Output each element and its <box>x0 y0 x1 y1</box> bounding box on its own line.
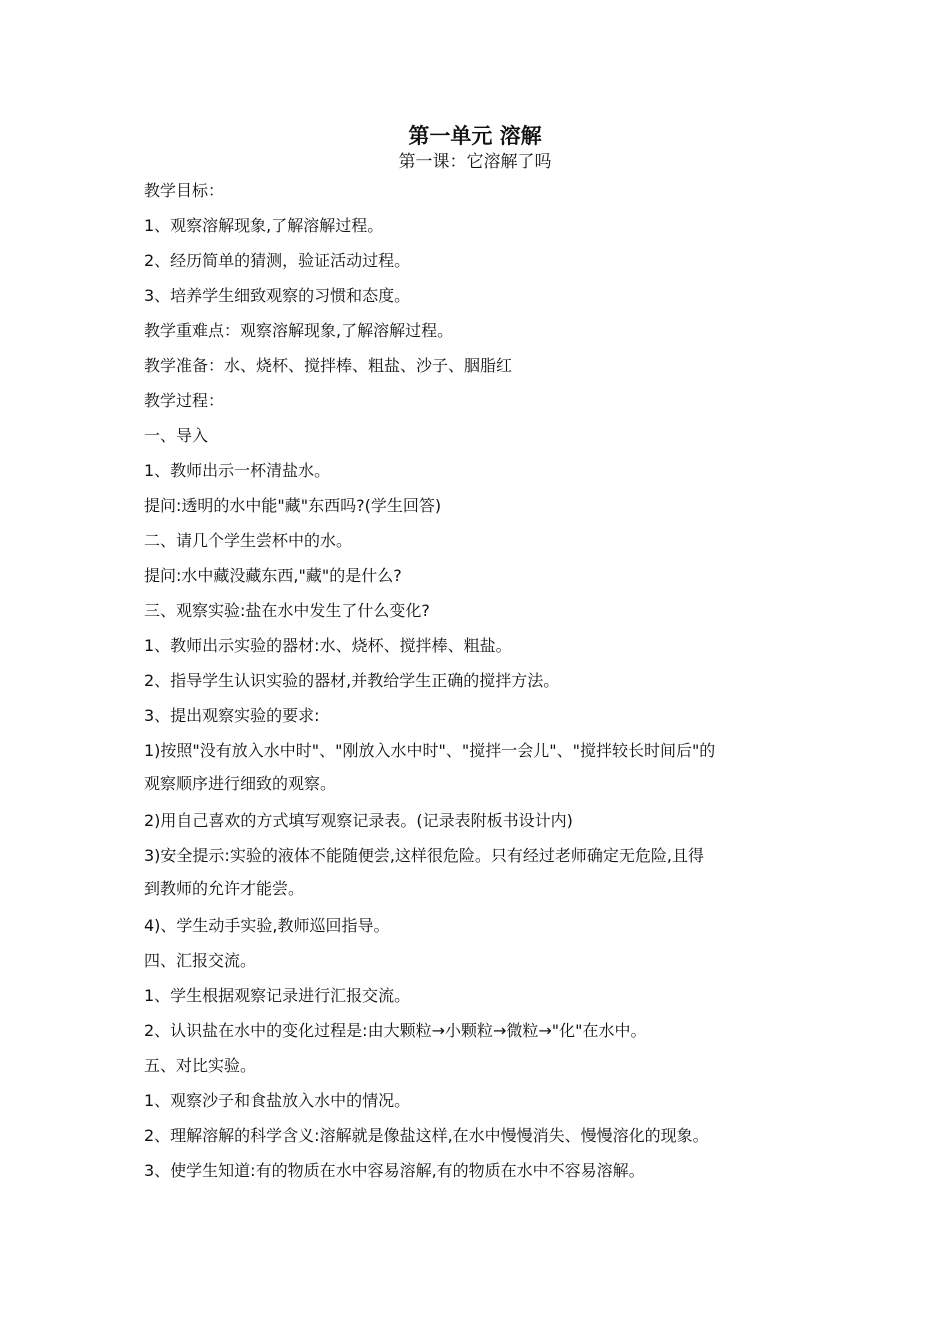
text-line: 2、指导学生认识实验的器材,并教给学生正确的搅拌方法。 <box>144 671 560 690</box>
text-line: 1、学生根据观察记录进行汇报交流。 <box>144 986 411 1005</box>
text-line: 教学重难点：观察溶解现象,了解溶解过程。 <box>144 321 454 340</box>
text-line: 教学目标： <box>144 181 225 200</box>
text-line: 1)按照"没有放入水中时"、"刚放入水中时"、"搅拌一会儿"、"搅拌较长时间后"的 <box>144 741 716 760</box>
text-line: 2、理解溶解的科学含义:溶解就是像盐这样,在水中慢慢消失、慢慢溶化的现象。 <box>144 1126 709 1145</box>
lesson-subtitle: 第一课：它溶解了吗 <box>398 152 552 172</box>
text-line: 3、使学生知道:有的物质在水中容易溶解,有的物质在水中不容易溶解。 <box>144 1161 645 1180</box>
text-line: 2)用自己喜欢的方式填写观察记录表。(记录表附板书设计内) <box>144 811 573 830</box>
text-line: 3、提出观察实验的要求: <box>144 706 320 725</box>
text-line: 1、教师出示一杯清盐水。 <box>144 461 331 480</box>
text-line: 提问:透明的水中能"藏"东西吗?(学生回答) <box>144 496 442 515</box>
section-heading: 一、导入 <box>144 426 209 445</box>
section-heading: 三、观察实验:盐在水中发生了什么变化? <box>144 601 430 620</box>
text-line: 1、教师出示实验的器材:水、烧杯、搅拌棒、粗盐。 <box>144 636 512 655</box>
text-line: 2、认识盐在水中的变化过程是:由大颗粒→小颗粒→微粒→"化"在水中。 <box>144 1021 647 1040</box>
text-line: 4)、学生动手实验,教师巡回指导。 <box>144 916 390 935</box>
section-heading: 五、对比实验。 <box>144 1056 257 1075</box>
text-line: 提问:水中藏没藏东西,"藏"的是什么? <box>144 566 402 585</box>
text-line: 观察顺序进行细致的观察。 <box>144 774 337 793</box>
lesson-body <box>144 174 814 1189</box>
text-line: 1、观察溶解现象,了解溶解过程。 <box>144 216 384 235</box>
text-line: 教学过程： <box>144 391 225 410</box>
text-line: 到教师的允许才能尝。 <box>144 879 305 898</box>
text-line: 教学准备：水、烧杯、搅拌棒、粗盐、沙子、胭脂红 <box>144 356 513 375</box>
section-heading: 四、汇报交流。 <box>144 951 257 970</box>
text-line: 3)安全提示:实验的液体不能随便尝,这样很危险。只有经过老师确定无危险,且得 <box>144 846 704 865</box>
text-line: 1、观察沙子和食盐放入水中的情况。 <box>144 1091 411 1110</box>
text-line: 2、经历简单的猜测，验证活动过程。 <box>144 251 411 270</box>
page-title: 第一单元 溶解 <box>408 124 542 148</box>
section-heading: 二、请几个学生尝杯中的水。 <box>144 531 353 550</box>
text-line: 3、培养学生细致观察的习惯和态度。 <box>144 286 411 305</box>
